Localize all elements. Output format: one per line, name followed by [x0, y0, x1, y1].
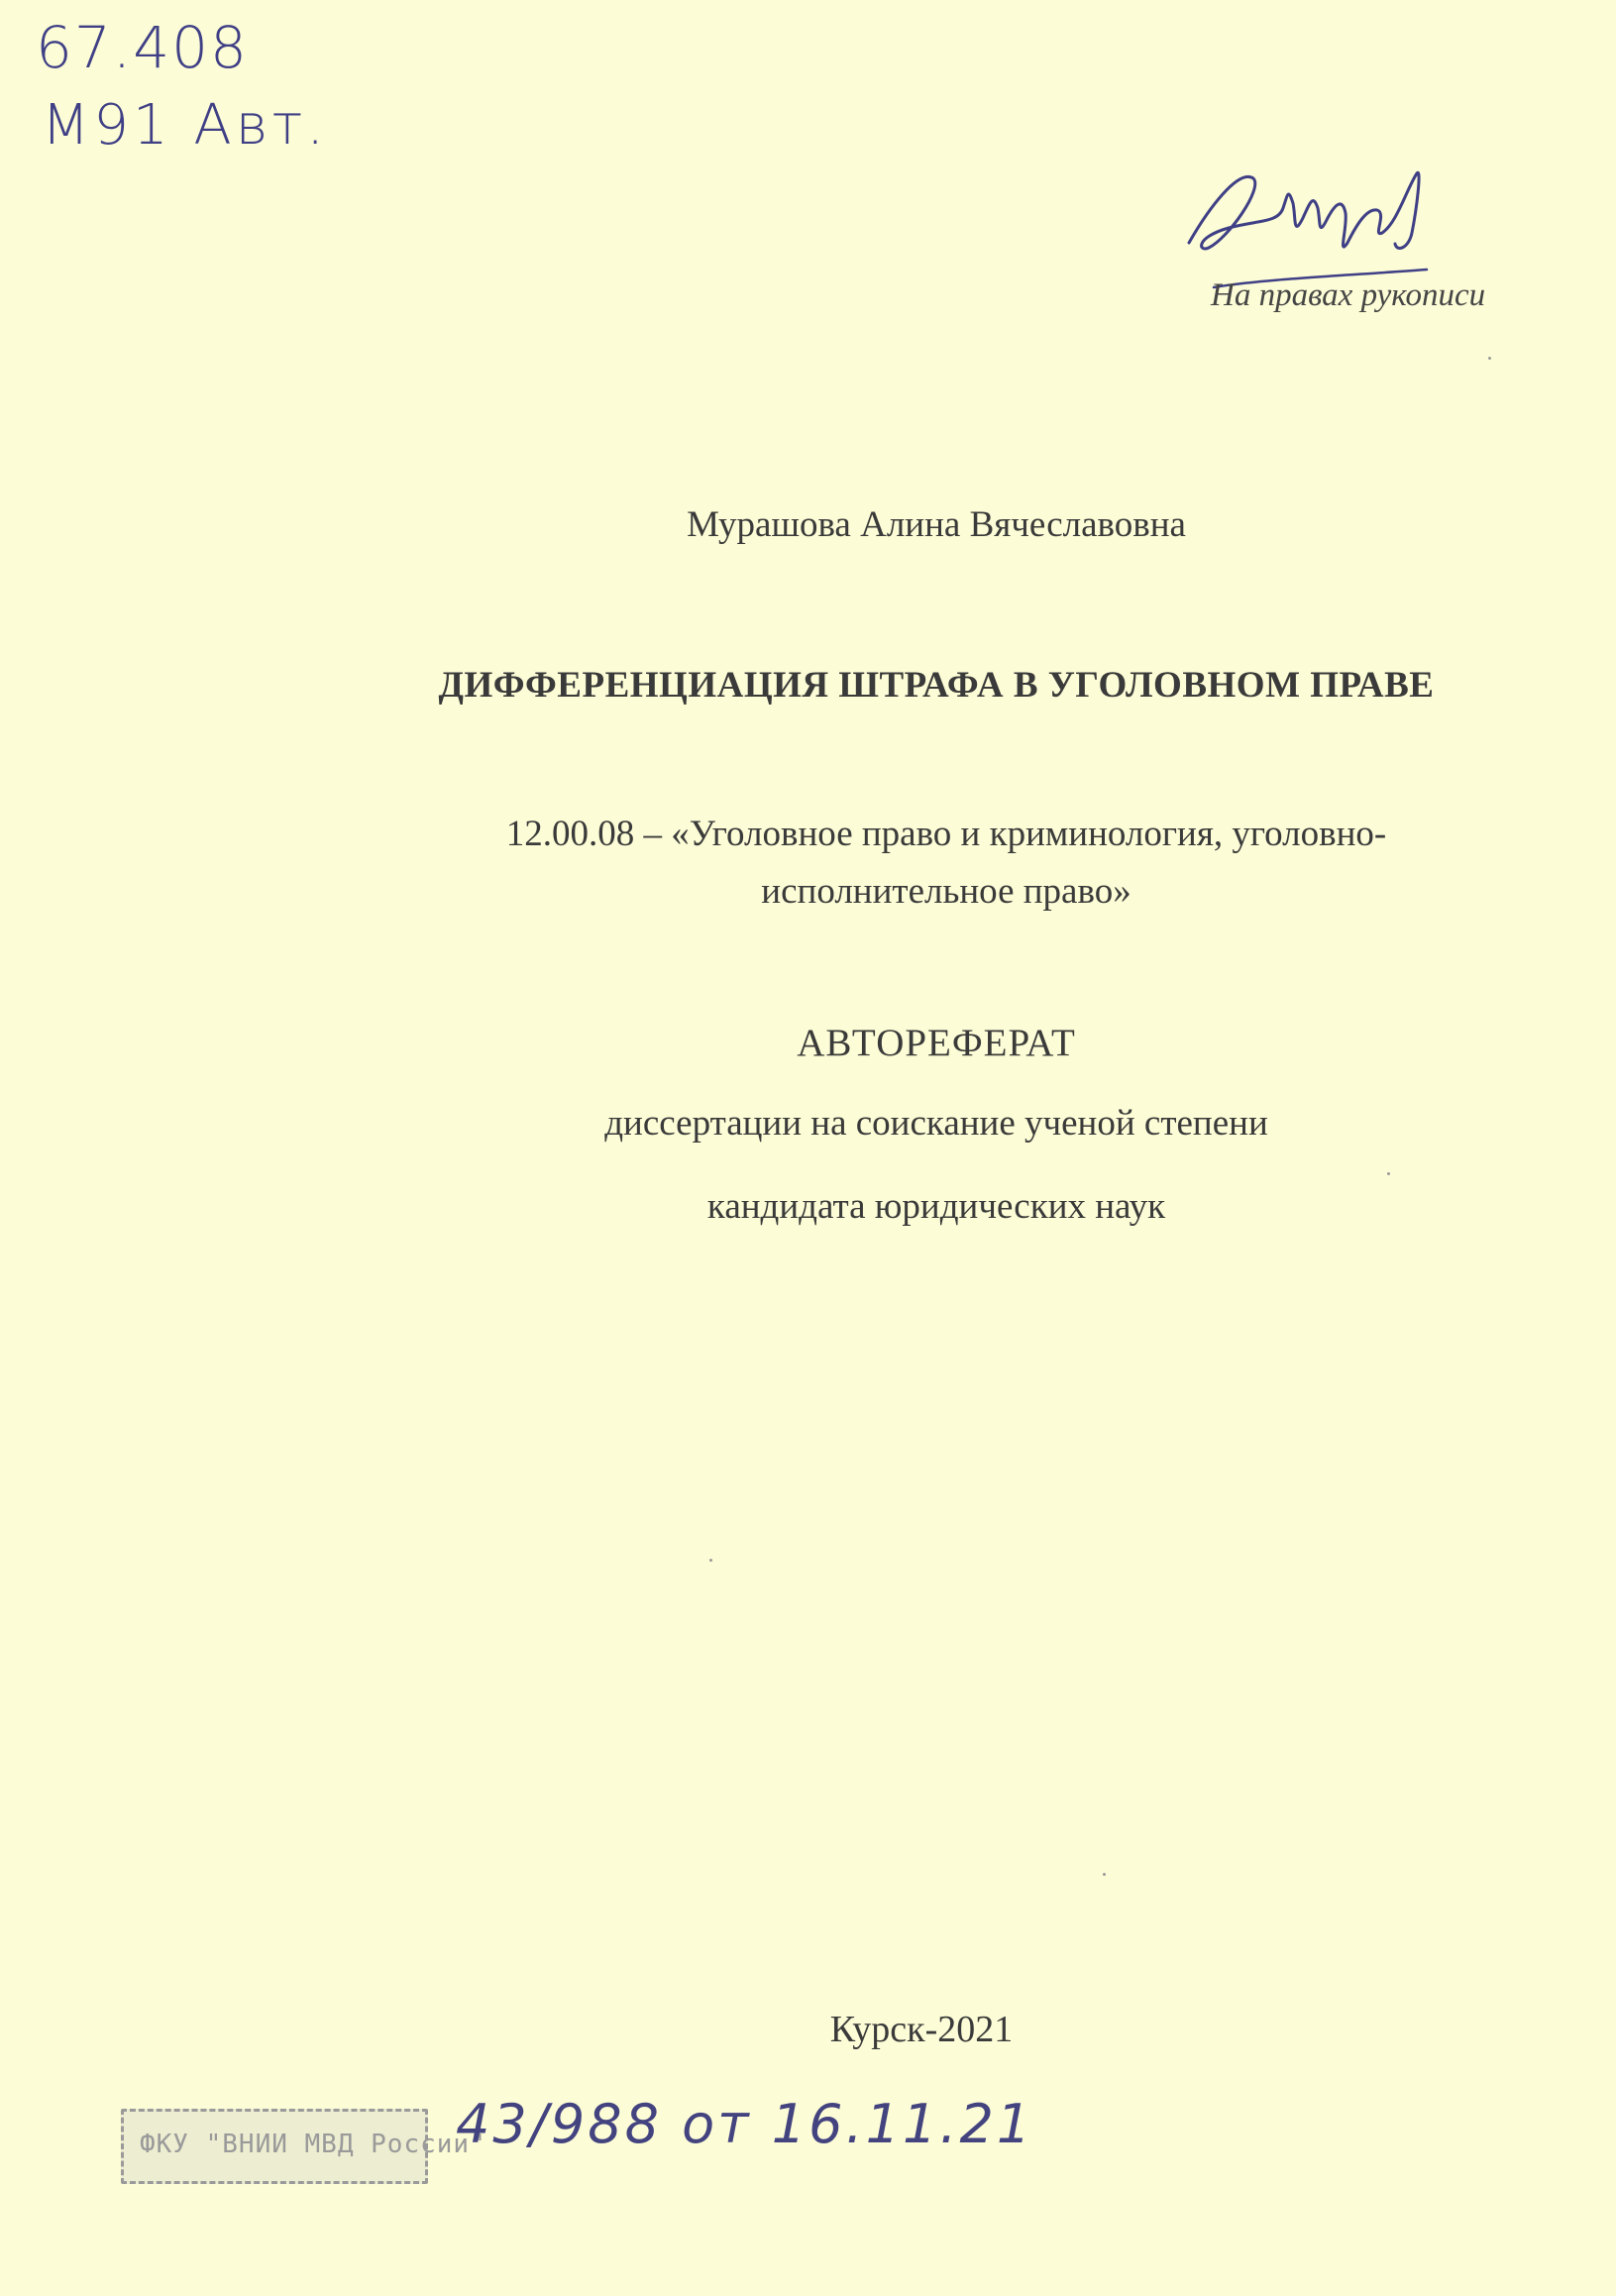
specialty-line-1: 12.00.08 – «Уголовное право и криминология, уголовно-: [505, 814, 1387, 854]
dissertation-title: ДИФФЕРЕНЦИАЦИЯ ШТРАФА В УГОЛОВНОМ ПРАВЕ: [438, 665, 1435, 706]
paper-speck: [1488, 357, 1491, 360]
degree-line-2: кандидата юридических наук: [706, 1186, 1166, 1227]
manuscript-rights-note: На правах рукописи: [1211, 277, 1486, 313]
shelf-code-line-1: 67.408: [36, 14, 249, 81]
paper-speck: [709, 1559, 712, 1562]
specialty-line-2: исполнительное право»: [761, 871, 1131, 912]
inventory-note: 43/988 от 16.11.21: [456, 2093, 1034, 2155]
author-signature: [1169, 149, 1466, 297]
author-name: Мурашова Алина Вячеславовна: [687, 504, 1186, 545]
degree-line-1: диссертации на соискание ученой степени: [604, 1103, 1268, 1144]
library-stamp: [121, 2109, 486, 2184]
paper-speck: [1103, 1873, 1106, 1876]
document-type: АВТОРЕФЕРАТ: [797, 1022, 1076, 1064]
paper-speck: [1387, 1172, 1390, 1175]
library-stamp-text: ФКУ "ВНИИ МВД России": [140, 2130, 486, 2159]
shelf-code-line-2: М91 Авт.: [42, 93, 329, 158]
place-and-year: Курск-2021: [829, 2009, 1014, 2050]
